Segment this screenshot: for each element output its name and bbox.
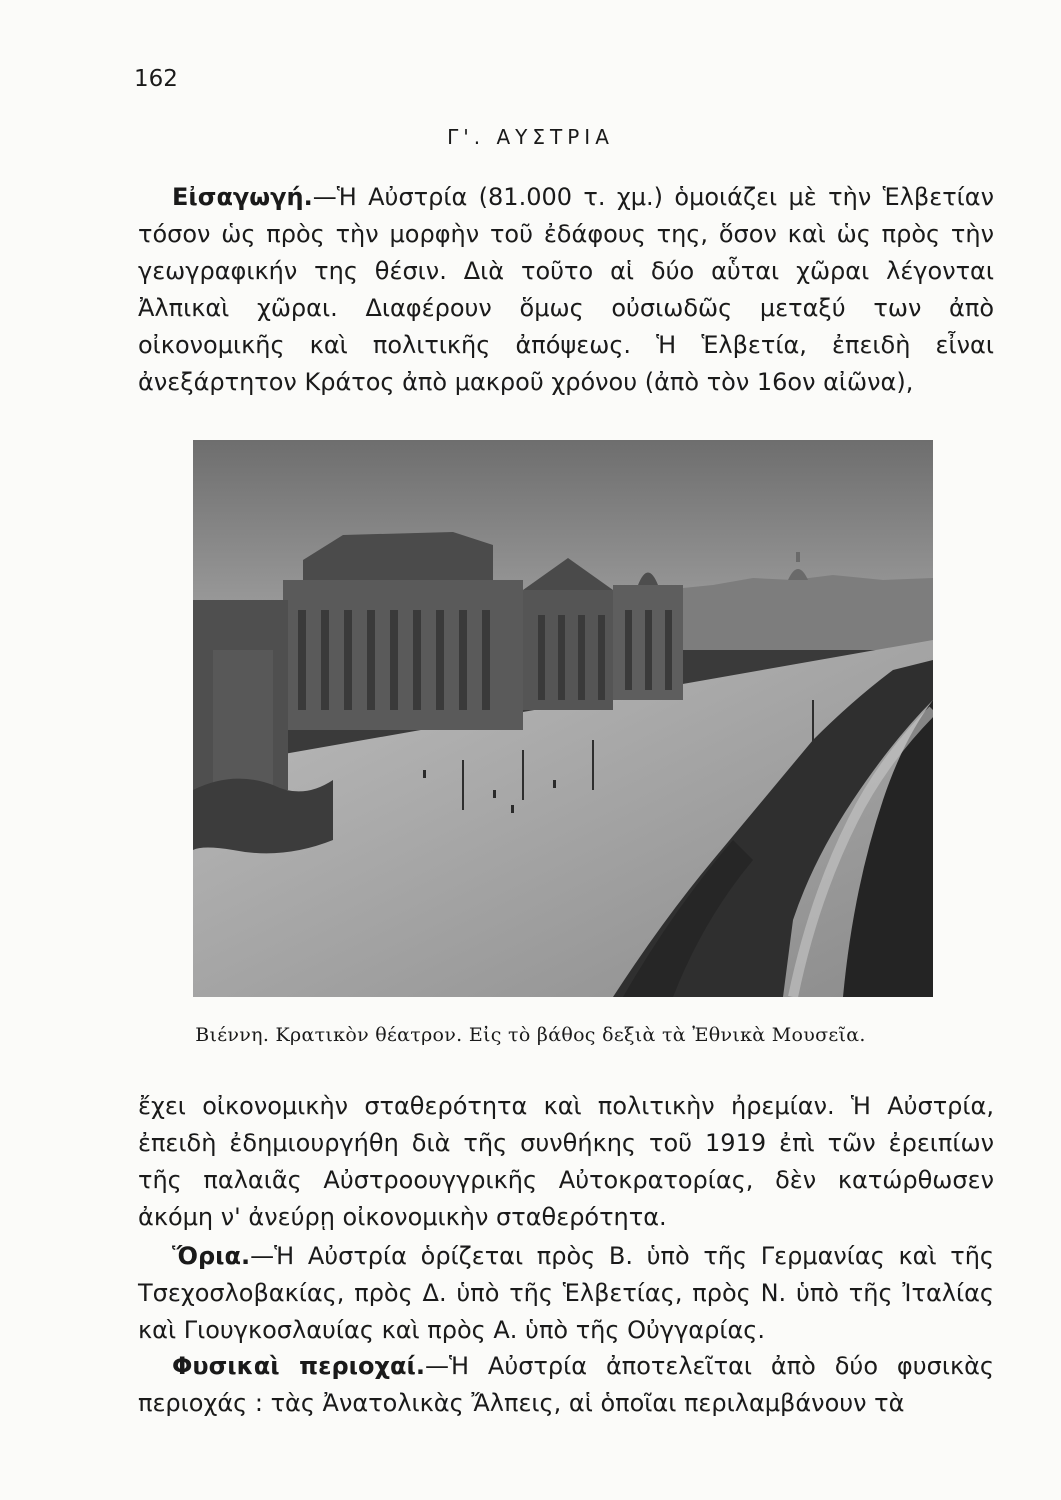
borders-heading: Ὅρια.: [172, 1242, 251, 1270]
chapter-title: Γ'. ΑΥΣΤΡΙΑ: [447, 125, 614, 149]
page-number: 162: [134, 66, 178, 92]
regions-text: —Ἡ Αὐστρία ἀποτελεῖται ἀπὸ δύο φυσικὰς περιοχάς : τὰς Ἀνατολικὰς Ἄλπεις, αἱ ὁποῖαι περιλαμβάνουν τὰ: [138, 1352, 994, 1417]
photo-caption: Βιέννη. Κρατικὸν θέατρον. Εἰς τὸ βάθος δεξιὰ τὰ Ἐθνικὰ Μουσεῖα.: [195, 1024, 866, 1046]
continuation-paragraph: ἔχει οἰκονομικὴν σταθερότητα καὶ πολιτικὴν ἠρεμίαν. Ἡ Αὐστρία, ἐπειδὴ ἐδημιουργήθη διὰ τῆς συνθήκης τοῦ 1919 ἐπὶ τῶν ἐρειπίων τῆς παλαιᾶς Αὐστροουγγρικῆς Αὐτοκρατορίας, δὲν κατώρθωσεν ἀκόμη ν' ἀνεύρῃ οἰκονομικὴν σταθερότητα.: [138, 1092, 994, 1231]
vienna-theatre-photo: [193, 440, 933, 997]
intro-heading: Εἰσαγωγή.: [172, 183, 313, 211]
intro-text: —Ἡ Αὐστρία (81.000 τ. χμ.) ὁμοιάζει μὲ τὴν Ἑλβετίαν τόσον ὡς πρὸς τὴν μορφὴν τοῦ ἐδάφους της, ὅσον καὶ ὡς πρὸς τὴν γεωγραφικήν της θέσιν. Διὰ τοῦτο αἱ δύο αὗται χῶραι λέγονται Ἀλπικαὶ χῶραι. Διαφέρουν ὅμως οὐσιωδῶς μεταξύ των ἀπὸ οἰκονομικῆς καὶ πολιτικῆς ἀπόψεως. Ἡ Ἑλβετία, ἐπειδὴ εἶναι ἀνεξάρτητον Κράτος ἀπὸ μακροῦ χρόνου (ἀπὸ τὸν 16ον αἰῶνα),: [138, 183, 994, 396]
intro-paragraph: [138, 179, 994, 401]
regions-paragraph: [138, 1348, 994, 1422]
photo-illustration: [193, 440, 933, 997]
borders-text: —Ἡ Αὐστρία ὁρίζεται πρὸς Β. ὑπὸ τῆς Γερμανίας καὶ τῆς Τσεχοσλοβακίας, πρὸς Δ. ὑπὸ τῆς Ἑλβετίας, πρὸς Ν. ὑπὸ τῆς Ἰταλίας καὶ Γιουγκοσλαυίας καὶ πρὸς Α. ὑπὸ τῆς Οὐγγαρίας.: [138, 1242, 994, 1344]
borders-paragraph: [138, 1238, 994, 1349]
regions-heading: Φυσικαὶ περιοχαί.: [172, 1352, 425, 1380]
